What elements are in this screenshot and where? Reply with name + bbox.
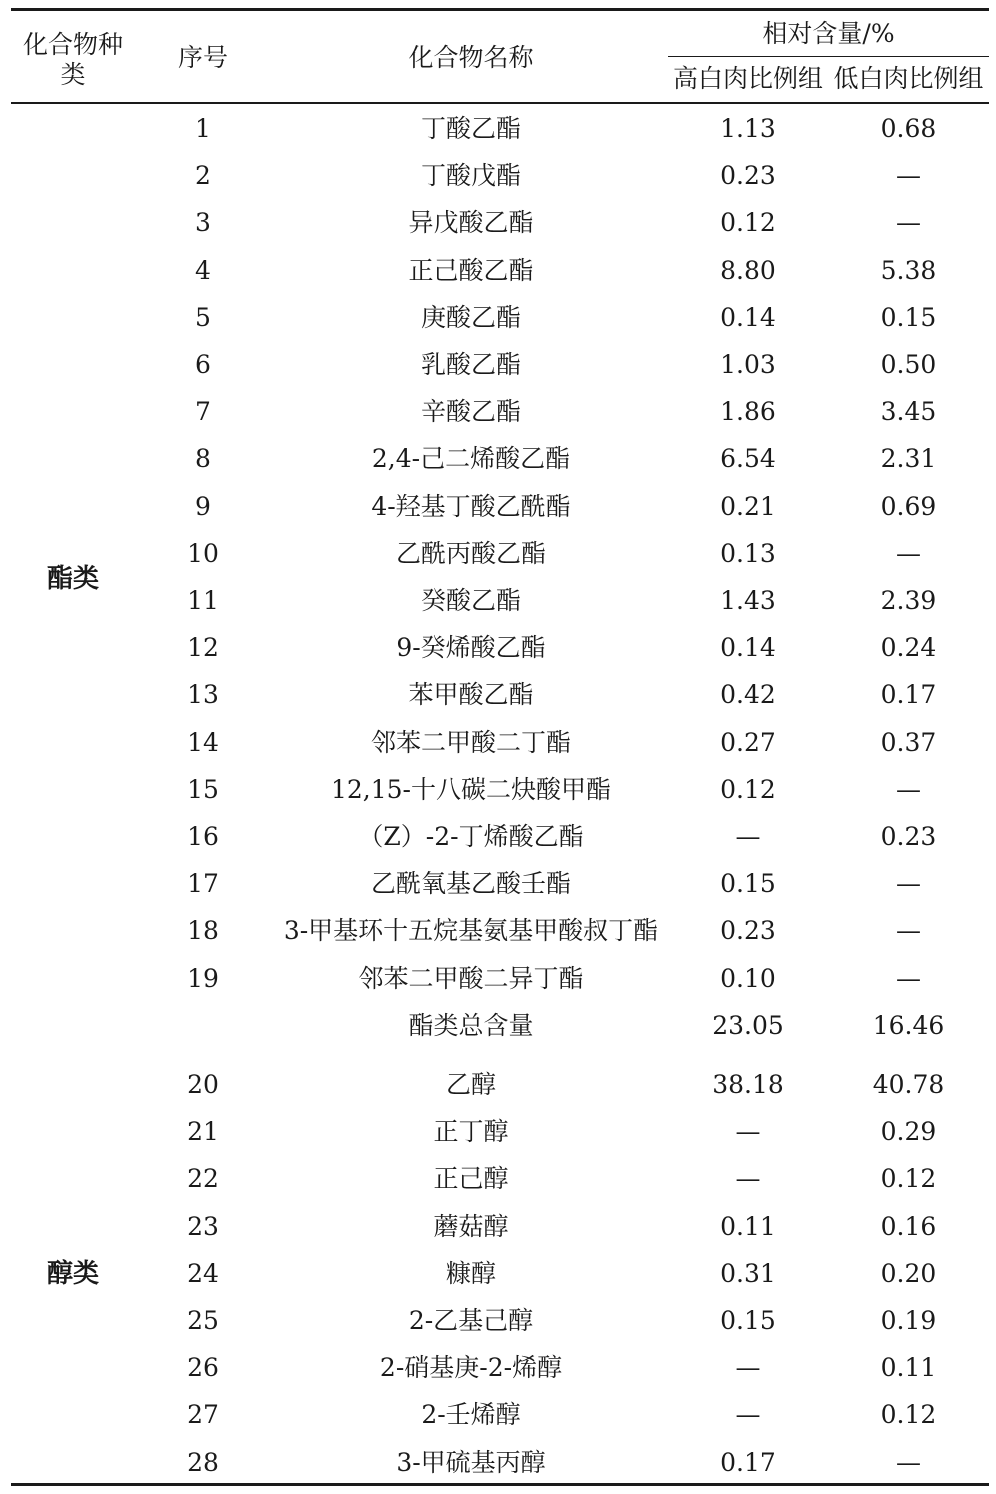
row-high-group-value: 0.10 [720, 964, 776, 993]
table-row [11, 1449, 989, 1477]
table-row [11, 304, 989, 332]
row-sequence: 6 [195, 350, 211, 379]
table-row [11, 493, 989, 521]
row-low-group-value: — [896, 208, 921, 237]
row-low-group-value: 0.11 [880, 1353, 937, 1382]
row-low-group-value: 0.69 [880, 492, 937, 521]
row-low-group-value: — [896, 161, 921, 190]
row-sequence: 26 [187, 1353, 219, 1382]
row-sequence: 2 [195, 161, 211, 190]
row-compound-name: 12,15-十八碳二炔酸甲酯 [330, 775, 612, 804]
row-low-group-value: 40.78 [872, 1070, 945, 1099]
table-row [11, 917, 989, 945]
row-high-group-value: 6.54 [720, 444, 776, 473]
row-high-group-value: 0.23 [720, 161, 776, 190]
row-low-group-value: — [896, 869, 921, 898]
row-high-group-value: 0.42 [720, 680, 776, 709]
row-low-group-value: 0.50 [880, 350, 937, 379]
compound-table [11, 8, 989, 1486]
row-compound-name: 蘑菇醇 [433, 1212, 509, 1241]
header-compound-name: 化合物名称 [408, 43, 534, 72]
row-compound-name: 癸酸乙酯 [420, 586, 521, 615]
row-sequence: 9 [195, 492, 211, 521]
row-sequence: 1 [195, 114, 211, 143]
row-sequence: 21 [187, 1117, 219, 1146]
table-row [11, 1401, 989, 1429]
row-compound-name: 邻苯二甲酸二异丁酯 [358, 964, 584, 993]
header-group-high: 高白肉比例组 [672, 64, 823, 93]
row-low-group-value: 3.45 [880, 397, 937, 426]
row-compound-name: 邻苯二甲酸二丁酯 [370, 728, 571, 757]
row-sequence: 22 [187, 1164, 219, 1193]
row-low-group-value: 0.68 [880, 114, 937, 143]
table-row [11, 681, 989, 709]
row-low-group-value: 0.29 [880, 1117, 937, 1146]
row-high-group-value: 0.12 [720, 208, 776, 237]
table-row [11, 540, 989, 568]
row-low-group-value: 2.31 [880, 444, 937, 473]
row-compound-name: 丁酸戊酯 [420, 161, 521, 190]
row-low-group-value: 0.17 [880, 680, 937, 709]
bottom-rule [11, 1483, 989, 1486]
row-low-group-value: 0.12 [880, 1400, 937, 1429]
row-high-group-value: — [735, 1353, 761, 1382]
row-compound-name: 2-壬烯醇 [421, 1400, 521, 1429]
table-row [11, 257, 989, 285]
row-compound-name: 庚酸乙酯 [420, 303, 521, 332]
row-sequence: 28 [187, 1448, 219, 1477]
row-high-group-value: 1.03 [720, 350, 776, 379]
table-row [11, 1012, 989, 1040]
row-compound-name: （Z）-2-丁烯酸乙酯 [358, 822, 584, 851]
row-sequence: 10 [187, 539, 219, 568]
row-low-group-value: — [896, 539, 921, 568]
row-low-group-value: — [896, 916, 921, 945]
row-compound-name: 乙醇 [445, 1070, 496, 1099]
row-low-group-value: — [896, 1448, 921, 1477]
subheader-rule [668, 56, 989, 57]
row-high-group-value: 1.43 [720, 586, 776, 615]
row-compound-name: 正己酸乙酯 [408, 256, 534, 285]
row-high-group-value: 0.23 [720, 916, 776, 945]
row-low-group-value: — [896, 964, 921, 993]
row-high-group-value: 0.14 [720, 633, 776, 662]
row-compound-name: 糠醇 [445, 1259, 496, 1288]
header-relative-content: 相对含量/% [762, 19, 895, 48]
row-sequence: 13 [187, 680, 219, 709]
row-high-group-value: 38.18 [712, 1070, 784, 1099]
table-row [11, 823, 989, 851]
row-sequence: 18 [187, 916, 219, 945]
row-sequence: 7 [195, 397, 211, 426]
row-low-group-value: 0.12 [880, 1164, 937, 1193]
row-high-group-value: 0.14 [720, 303, 776, 332]
row-compound-name: 2,4-己二烯酸乙酯 [371, 444, 571, 473]
category-alcohols: 醇类 [46, 1259, 99, 1289]
row-high-group-value: — [735, 822, 761, 851]
row-sequence: 14 [187, 728, 219, 757]
row-sequence: 3 [195, 208, 211, 237]
row-sequence: 20 [187, 1070, 219, 1099]
row-compound-name: 丁酸乙酯 [420, 114, 521, 143]
row-high-group-value: 0.11 [720, 1212, 776, 1241]
table-row [11, 587, 989, 615]
row-high-group-value: 1.86 [720, 397, 776, 426]
row-high-group-value: — [735, 1164, 761, 1193]
row-high-group-value: 8.80 [720, 256, 776, 285]
row-high-group-value: 23.05 [712, 1011, 784, 1040]
row-high-group-value: 0.13 [720, 539, 776, 568]
row-high-group-value: 0.12 [720, 775, 776, 804]
row-sequence: 12 [187, 633, 219, 662]
header-sequence: 序号 [177, 43, 228, 72]
row-low-group-value: 0.24 [880, 633, 937, 662]
row-high-group-value: 0.21 [720, 492, 776, 521]
row-high-group-value: 0.17 [720, 1448, 776, 1477]
row-compound-name: 酯类总含量 [408, 1011, 534, 1040]
row-low-group-value: 0.15 [880, 303, 937, 332]
row-high-group-value: — [735, 1117, 761, 1146]
row-high-group-value: 0.31 [720, 1259, 776, 1288]
table-row [11, 1307, 989, 1335]
header-group-low: 低白肉比例组 [833, 64, 984, 93]
row-compound-name: 辛酸乙酯 [420, 397, 521, 426]
top-rule [11, 8, 989, 11]
row-sequence: 19 [187, 964, 219, 993]
row-low-group-value: 0.16 [880, 1212, 937, 1241]
row-sequence: 27 [187, 1400, 219, 1429]
row-compound-name: 乳酸乙酯 [420, 350, 521, 379]
row-low-group-value: 2.39 [880, 586, 937, 615]
row-compound-name: 9-癸烯酸乙酯 [396, 633, 546, 662]
table-row [11, 209, 989, 237]
row-compound-name: 3-甲硫基丙醇 [396, 1448, 546, 1477]
table-row [11, 965, 989, 993]
table-row [11, 115, 989, 143]
row-compound-name: 3-甲基环十五烷基氨基甲酸叔丁酯 [283, 916, 659, 945]
table-row [11, 351, 989, 379]
row-high-group-value: 1.13 [720, 114, 776, 143]
table-row [11, 1213, 989, 1241]
table-row [11, 1165, 989, 1193]
row-low-group-value: 16.46 [872, 1011, 945, 1040]
row-sequence: 11 [187, 586, 219, 615]
row-sequence: 5 [195, 303, 211, 332]
row-low-group-value: 0.19 [880, 1306, 937, 1335]
header-rule [11, 102, 989, 104]
table-row [11, 162, 989, 190]
table-row [11, 1071, 989, 1099]
row-low-group-value: 0.23 [880, 822, 937, 851]
row-sequence: 25 [187, 1306, 219, 1335]
table-row [11, 729, 989, 757]
row-high-group-value: 0.15 [720, 869, 776, 898]
table-row [11, 870, 989, 898]
row-compound-name: 异戊酸乙酯 [408, 208, 534, 237]
row-sequence: 16 [187, 822, 219, 851]
row-compound-name: 乙酰丙酸乙酯 [395, 539, 546, 568]
table-row [11, 1118, 989, 1146]
row-sequence: 15 [187, 775, 219, 804]
row-high-group-value: — [735, 1400, 761, 1429]
category-esters: 酯类 [46, 564, 99, 594]
row-compound-name: 苯甲酸乙酯 [408, 680, 534, 709]
row-compound-name: 2-乙基己醇 [408, 1306, 534, 1335]
row-compound-name: 4-羟基丁酸乙酰酯 [371, 492, 571, 521]
row-compound-name: 正丁醇 [433, 1117, 509, 1146]
table-row [11, 1260, 989, 1288]
row-sequence: 24 [187, 1259, 219, 1288]
row-sequence: 8 [195, 444, 211, 473]
row-sequence: 4 [195, 256, 211, 285]
row-compound-name: 乙酰氧基乙酸壬酯 [370, 869, 571, 898]
row-low-group-value: 0.20 [880, 1259, 937, 1288]
row-sequence: 23 [187, 1212, 219, 1241]
row-low-group-value: 5.38 [880, 256, 937, 285]
table-row [11, 1354, 989, 1382]
row-low-group-value: 0.37 [880, 728, 937, 757]
row-compound-name: 正己醇 [433, 1164, 509, 1193]
row-high-group-value: 0.15 [720, 1306, 776, 1335]
row-high-group-value: 0.27 [720, 728, 776, 757]
row-low-group-value: — [896, 775, 921, 804]
table-row [11, 445, 989, 473]
row-sequence: 17 [187, 869, 219, 898]
table-row [11, 398, 989, 426]
row-compound-name: 2-硝基庚-2-烯醇 [379, 1353, 563, 1382]
table-row [11, 776, 989, 804]
table-row [11, 634, 989, 662]
header-category: 化合物种类 [23, 30, 124, 89]
